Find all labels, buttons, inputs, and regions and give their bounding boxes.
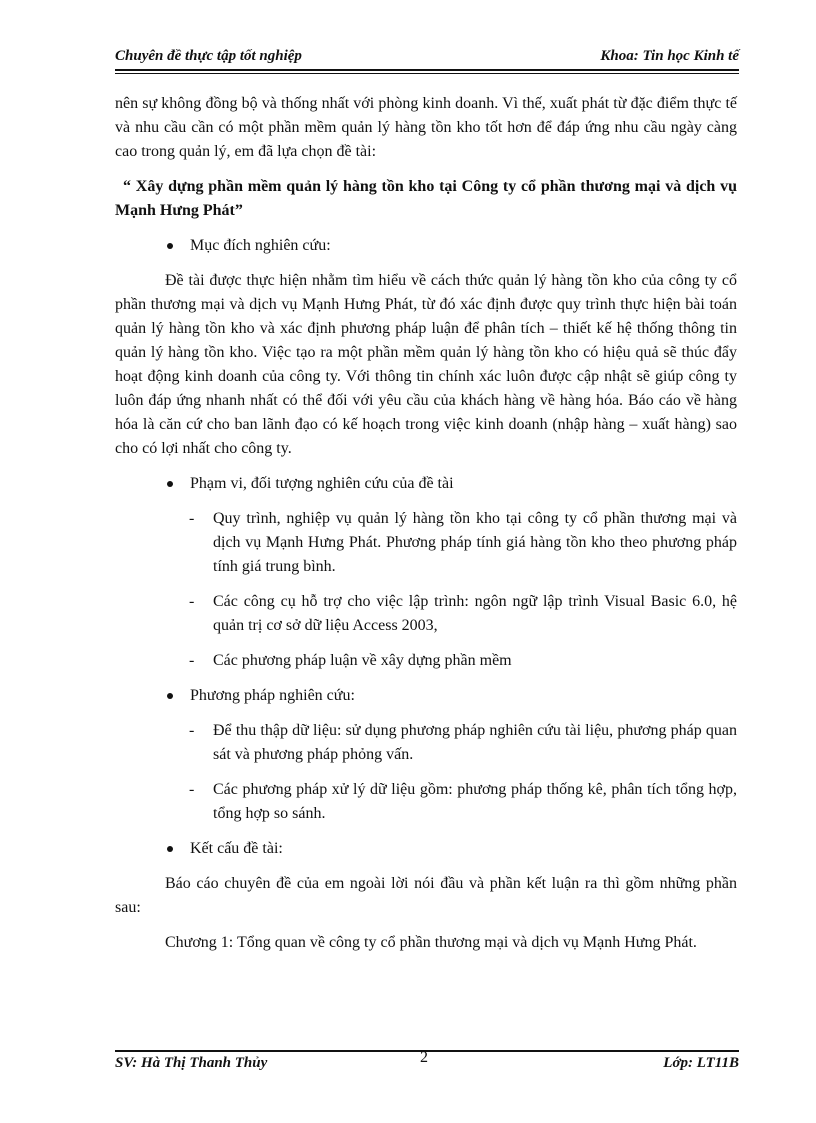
method-item-text: Để thu thập dữ liệu: sử dụng phương pháp nghiên cứu tài liệu, phương pháp quan sát và phương pháp phỏng vấn. <box>213 722 737 763</box>
intro-paragraph: nên sự không đồng bộ và thống nhất với phòng kinh doanh. Vì thế, xuất phát từ đặc điểm thực tế và nhu cầu cần có một phần mềm quản lý hàng tồn kho tốt hơn để đáp ứng nhu cầu ngày càng cao trong quản lý, em đã lựa chọn đề tài: <box>115 95 737 160</box>
scope-item <box>115 507 737 579</box>
scope-label: Phạm vi, đối tượng nghiên cứu của đề tài <box>190 475 454 492</box>
bullet-method <box>115 684 737 708</box>
dash-marker: - <box>189 722 195 739</box>
purpose-label: Mục đích nghiên cứu: <box>190 237 331 254</box>
dash-marker: - <box>189 510 195 527</box>
bullet-structure <box>115 837 737 861</box>
method-item <box>115 719 737 767</box>
dash-marker: - <box>189 781 195 798</box>
bullet-purpose <box>115 234 737 258</box>
header-faculty: Khoa: Tin học Kinh tế <box>600 48 739 64</box>
page-footer <box>115 1049 739 1079</box>
scope-item <box>115 590 737 638</box>
scope-item <box>115 649 737 673</box>
page-body <box>115 92 737 966</box>
header-course-title: Chuyên đề thực tập tốt nghiệp <box>115 48 302 64</box>
bullet-icon <box>167 846 173 852</box>
footer-class: Lớp: LT11B <box>663 1055 739 1071</box>
bullet-icon <box>167 481 173 487</box>
dash-marker: - <box>189 652 195 669</box>
scope-item-text: Các phương pháp luận về xây dựng phần mềm <box>213 652 512 669</box>
bullet-scope <box>115 472 737 496</box>
structure-label: Kết cấu đề tài: <box>190 840 283 857</box>
structure-paragraph: Báo cáo chuyên đề của em ngoài lời nói đầu và phần kết luận ra thì gồm những phần sau: <box>115 875 737 916</box>
purpose-paragraph: Đề tài được thực hiện nhằm tìm hiểu về cách thức quản lý hàng tồn kho của công ty cổ phần thương mại và dịch vụ Mạnh Hưng Phát, từ đó xác định được quy trình thực hiện bài toán quản lý hàng tồn kho và xác định phương pháp luận để phân tích – thiết kế hệ thống thông tin quản lý hàng tồn kho. Việc tạo ra một phần mềm quản lý hàng tồn kho có hiệu quả sẽ thúc đẩy hoạt động kinh doanh của công ty. Với thông tin chính xác luôn được cập nhật sẽ giúp công ty luôn đáp ứng nhanh nhất có thể đối với yêu cầu của khách hàng về hàng hóa. Báo cáo về hàng hóa là căn cứ cho ban lãnh đạo có kế hoạch trong việc kinh doanh (nhập hàng – xuất hàng) sao cho có lợi nhất cho công ty. <box>115 272 737 457</box>
method-label: Phương pháp nghiên cứu: <box>190 687 355 704</box>
header-rule <box>115 69 739 71</box>
bullet-icon <box>167 243 173 249</box>
bullet-icon <box>167 693 173 699</box>
header-rule-thin <box>115 73 739 74</box>
page-number: 2 <box>420 1049 428 1066</box>
scope-item-text: Các công cụ hỗ trợ cho việc lập trình: ngôn ngữ lập trình Visual Basic 6.0, hệ quản trị cơ sở dữ liệu Access 2003, <box>213 593 737 634</box>
method-item-text: Các phương pháp xử lý dữ liệu gồm: phương pháp thống kê, phân tích tổng hợp, tổng hợp so sánh. <box>213 781 737 822</box>
topic-title: “ Xây dựng phần mềm quản lý hàng tồn kho tại Công ty cổ phần thương mại và dịch vụ Mạnh Hưng Phát” <box>115 178 737 219</box>
scope-item-text: Quy trình, nghiệp vụ quản lý hàng tồn kho tại công ty cổ phần thương mại và dịch vụ Mạnh Hưng Phát. Phương pháp tính giá hàng tồn kho theo phương pháp tính giá trung bình. <box>213 510 737 575</box>
method-item <box>115 778 737 826</box>
footer-student: SV: Hà Thị Thanh Thủy <box>115 1055 268 1071</box>
chapter-1-paragraph: Chương 1: Tổng quan về công ty cổ phần thương mại và dịch vụ Mạnh Hưng Phát. <box>165 934 697 951</box>
dash-marker: - <box>189 593 195 610</box>
